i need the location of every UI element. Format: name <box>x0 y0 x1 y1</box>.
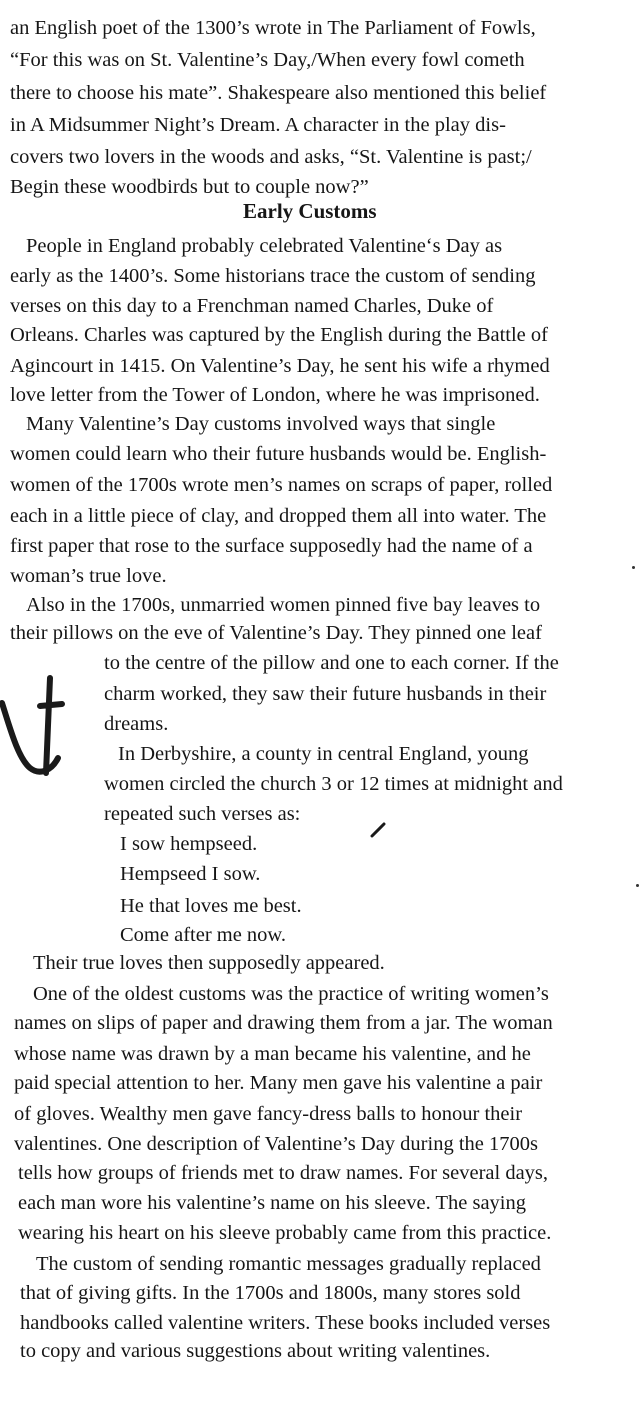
para4-line-3: repeated such verses as: <box>104 803 301 825</box>
intro-line-3: there to choose his mate”. Shakespeare also mentioned this belief <box>10 82 547 104</box>
para1-line-3: verses on this day to a Frenchman named Charles, Duke of <box>10 295 494 317</box>
para1-line-5: Agincourt in 1415. On Valentine’s Day, he sent his wife a rhymed <box>10 355 550 377</box>
para2-line-6: woman’s true love. <box>10 565 167 587</box>
para5-line-2: names on slips of paper and drawing them from a jar. The woman <box>14 1012 553 1034</box>
para4-line-1: In Derbyshire, a county in central England, young <box>118 743 529 765</box>
para5-line-9: wearing his heart on his sleeve probably came from this practice. <box>18 1222 552 1244</box>
para3-line-1: Also in the 1700s, unmarried women pinned five bay leaves to <box>26 594 541 616</box>
para2-line-1: Many Valentine’s Day customs involved ways that single <box>26 413 496 435</box>
para1-line-2: early as the 1400’s. Some historians trace the custom of sending <box>10 265 536 287</box>
pen-mark <box>368 818 390 840</box>
para5-line-4: paid special attention to her. Many men gave his valentine a pair <box>14 1072 543 1094</box>
intro-line-5: covers two lovers in the woods and asks, “St. Valentine is past;/ <box>10 146 532 168</box>
para6-line-2: that of giving gifts. In the 1700s and 1800s, many stores sold <box>20 1282 521 1304</box>
verse-line-4: Come after me now. <box>120 924 287 946</box>
para3-line-4: charm worked, they saw their future husbands in their <box>104 683 547 705</box>
verse-line-1: I sow hempseed. <box>120 833 258 855</box>
para2-line-5: first paper that rose to the surface supposedly had the name of a <box>10 535 533 557</box>
para5-line-7: tells how groups of friends met to draw names. For several days, <box>18 1162 549 1184</box>
intro-line-4: in A Midsummer Night’s Dream. A character in the play dis- <box>10 114 506 136</box>
verse-line-2: Hempseed I sow. <box>120 863 261 885</box>
para5-line-1: One of the oldest customs was the practice of writing women’s <box>33 983 549 1005</box>
para5-line-6: valentines. One description of Valentine’s Day during the 1700s <box>14 1133 538 1155</box>
scan-speck <box>632 566 635 569</box>
section-heading: Early Customs <box>243 199 377 223</box>
after-verse-line: Their true loves then supposedly appeared. <box>33 952 385 974</box>
para2-line-2: women could learn who their future husbands would be. English- <box>10 443 547 465</box>
para1-line-6: love letter from the Tower of London, where he was imprisoned. <box>10 384 540 406</box>
verse-line-3: He that loves me best. <box>120 895 302 917</box>
para1-line-4: Orleans. Charles was captured by the English during the Battle of <box>10 324 548 346</box>
para4-line-2: women circled the church 3 or 12 times at midnight and <box>104 773 563 795</box>
para1-line-1: People in England probably celebrated Valentine‘s Day as <box>26 235 503 257</box>
bleed-through-ornament <box>0 668 70 788</box>
para3-line-3: to the centre of the pillow and one to each corner. If the <box>104 652 559 674</box>
para5-line-5: of gloves. Wealthy men gave fancy-dress balls to honour their <box>14 1103 523 1125</box>
para2-line-3: women of the 1700s wrote men’s names on scraps of paper, rolled <box>10 474 553 496</box>
para3-line-2: their pillows on the eve of Valentine’s Day. They pinned one leaf <box>10 622 542 644</box>
para3-line-5: dreams. <box>104 713 169 735</box>
scan-speck <box>636 884 639 887</box>
intro-line-1: an English poet of the 1300’s wrote in The Parliament of Fowls, <box>10 17 536 39</box>
para2-line-4: each in a little piece of clay, and dropped them all into water. The <box>10 505 547 527</box>
para5-line-8: each man wore his valentine’s name on his sleeve. The saying <box>18 1192 526 1214</box>
para6-line-3: handbooks called valentine writers. These books included verses <box>20 1312 551 1334</box>
para6-line-1: The custom of sending romantic messages gradually replaced <box>36 1253 541 1275</box>
intro-line-2: “For this was on St. Valentine’s Day,/When every fowl cometh <box>10 49 525 71</box>
para6-line-4: to copy and various suggestions about writing valentines. <box>20 1340 491 1362</box>
para5-line-3: whose name was drawn by a man became his valentine, and he <box>14 1043 531 1065</box>
intro-line-6: Begin these woodbirds but to couple now?” <box>10 176 369 198</box>
